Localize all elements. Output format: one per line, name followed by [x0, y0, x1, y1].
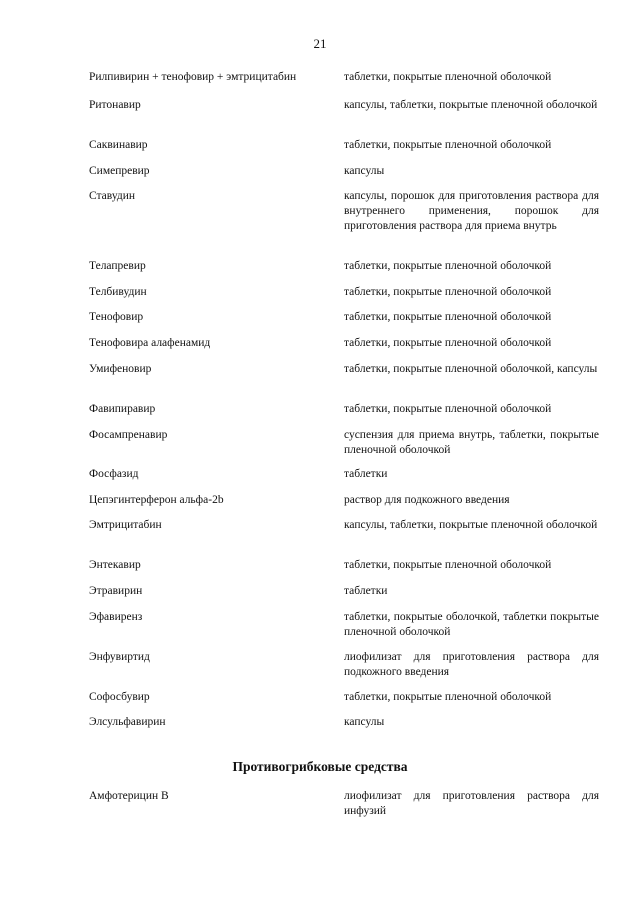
drug-name: Тенофовир [89, 311, 144, 323]
drug-name: Энфувиртид [89, 651, 150, 663]
dosage-form: таблетки, покрытые пленочной оболочкой [344, 260, 552, 272]
dosage-form: таблетки [344, 468, 388, 480]
drug-name: Софосбувир [89, 691, 150, 703]
dosage-form: таблетки, покрытые пленочной оболочкой [344, 403, 552, 415]
drug-name: Фосфазид [89, 468, 139, 480]
drug-name: Фосампренавир [89, 429, 168, 441]
drug-name: Амфотерицин В [89, 790, 169, 802]
drug-name: Этравирин [89, 585, 143, 597]
drug-name: Энтекавир [89, 559, 141, 571]
dosage-form: капсулы [344, 716, 385, 728]
drug-name: Цепэгинтерферон альфа-2b [89, 494, 224, 506]
page-number: 21 [313, 36, 327, 51]
dosage-form: суспензия для приема внутрь, таблетки, покрытые пленочной оболочкой [344, 429, 599, 456]
dosage-form: таблетки, покрытые пленочной оболочкой [344, 139, 552, 151]
drug-name: Фавипиравир [89, 403, 156, 415]
drug-name: Саквинавир [89, 139, 148, 151]
drug-name: Телбивудин [89, 286, 147, 298]
dosage-form: таблетки, покрытые оболочкой, таблетки покрытые пленочной оболочкой [344, 611, 599, 638]
dosage-form: капсулы [344, 165, 385, 177]
drug-name: Тенофовира алафенамид [89, 337, 211, 349]
dosage-form: таблетки, покрытые пленочной оболочкой [344, 71, 552, 83]
drug-name: Умифеновир [89, 363, 152, 375]
drug-name: Элсульфавирин [89, 716, 166, 728]
dosage-form: таблетки, покрытые пленочной оболочкой [344, 691, 552, 703]
dosage-form: капсулы, таблетки, покрытые пленочной оболочкой [344, 99, 598, 111]
drug-name: Симепревир [89, 165, 150, 177]
dosage-form: таблетки [344, 585, 388, 597]
drug-name: Рилпивирин + тенофовир + эмтрицитабин [89, 71, 297, 83]
dosage-form: капсулы, таблетки, покрытые пленочной оболочкой [344, 519, 598, 531]
dosage-form: таблетки, покрытые пленочной оболочкой [344, 286, 552, 298]
dosage-form: раствор для подкожного введения [344, 494, 510, 506]
dosage-form: лиофилизат для приготовления раствора для инфузий [344, 790, 599, 817]
dosage-form: таблетки, покрытые пленочной оболочкой [344, 337, 552, 349]
dosage-form: лиофилизат для приготовления раствора для подкожного введения [344, 651, 599, 678]
drug-name: Ставудин [89, 190, 136, 202]
drug-name: Ритонавир [89, 99, 141, 111]
drug-name: Эфавиренз [89, 611, 143, 623]
section-heading: Противогрибковые средства [232, 759, 408, 774]
dosage-form: капсулы, порошок для приготовления раствора для внутреннего применения, порошок для приготовления раствора для приема внутрь [344, 190, 599, 232]
drug-name: Эмтрицитабин [89, 519, 162, 531]
dosage-form: таблетки, покрытые пленочной оболочкой, капсулы [344, 363, 598, 375]
dosage-form: таблетки, покрытые пленочной оболочкой [344, 559, 552, 571]
drug-name: Телапревир [89, 260, 146, 272]
dosage-form: таблетки, покрытые пленочной оболочкой [344, 311, 552, 323]
